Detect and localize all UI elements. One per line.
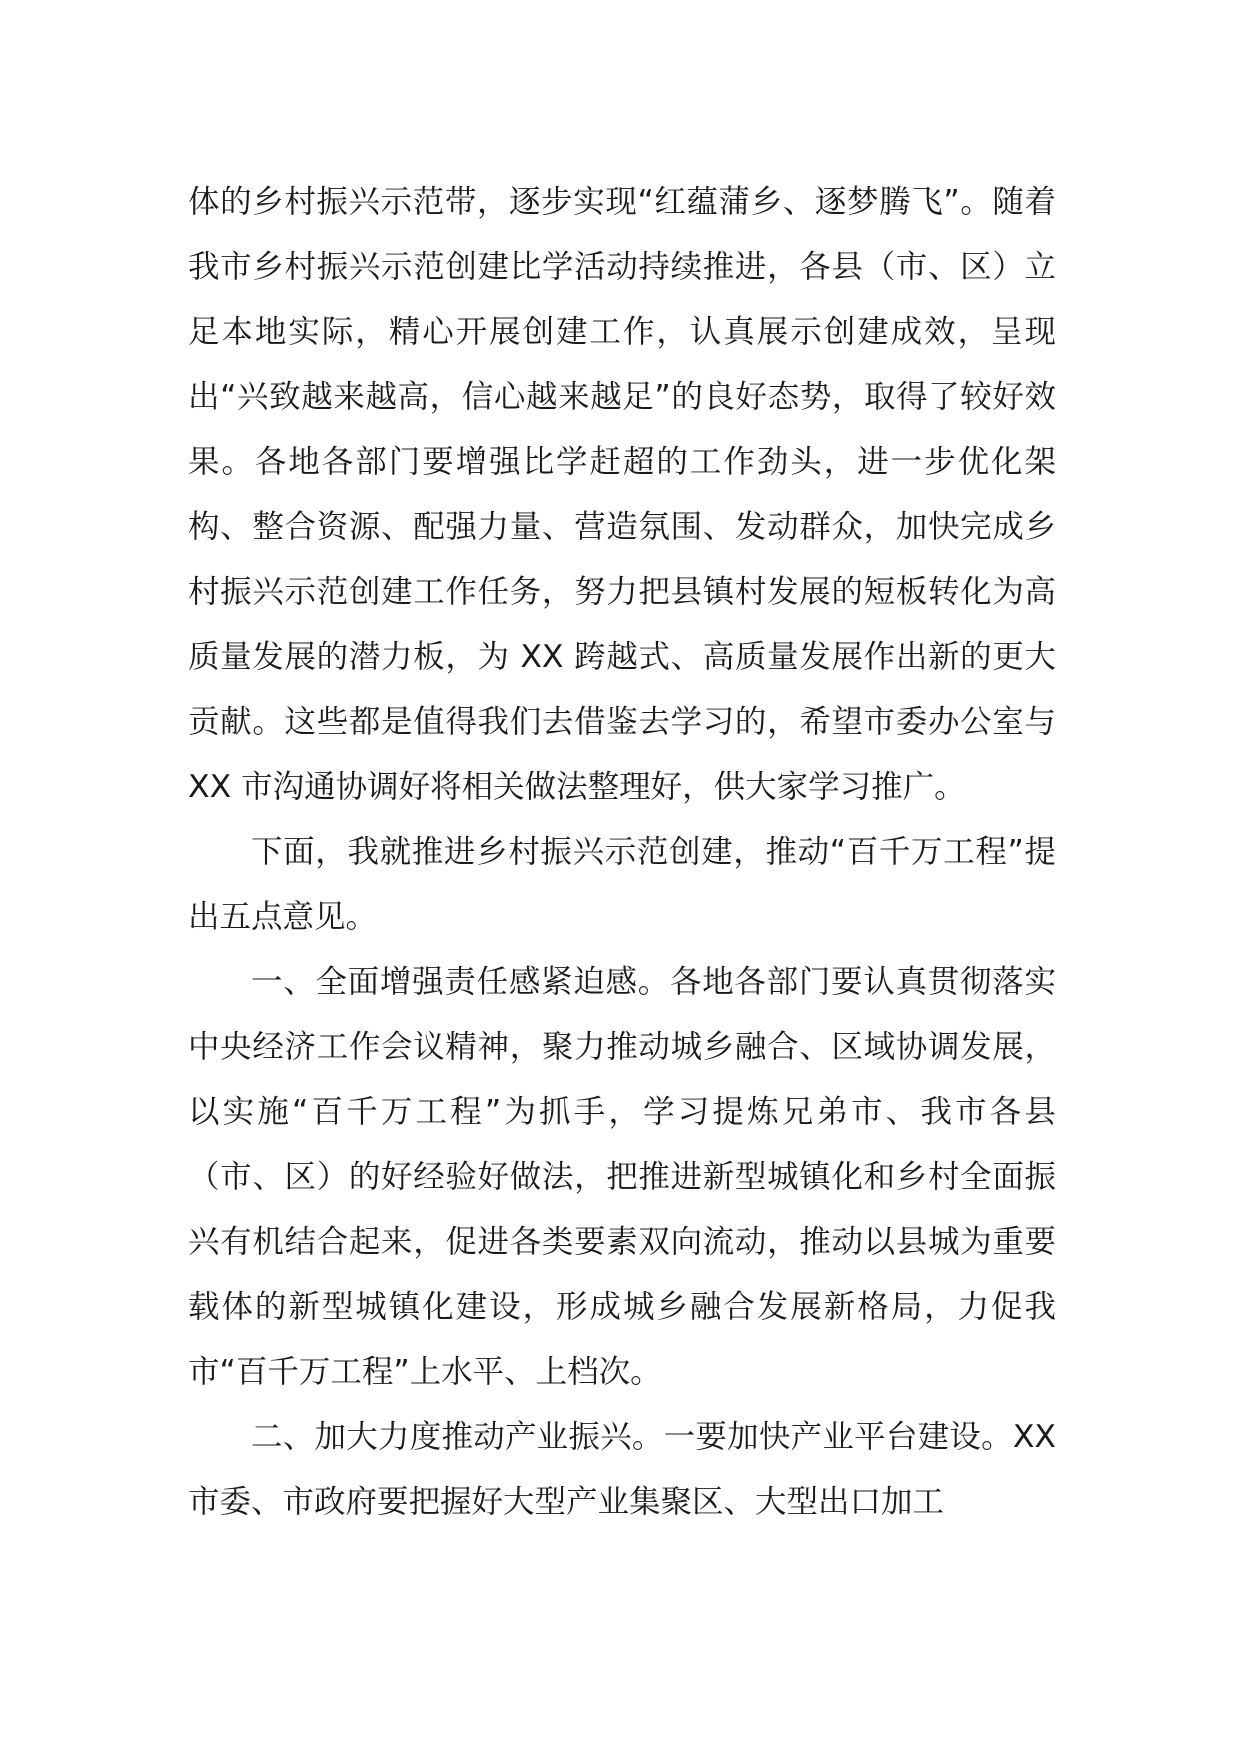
paragraph-intro-five-points: 下面，我就推进乡村振兴示范创建，推动“百千万工程”提出五点意见。 bbox=[188, 834, 1056, 935]
paragraph-point-two: 二、加大力度推动产业振兴。一要加快产业平台建设。XX 市委、市政府要把握好大型产业集聚区、大型出口加工 bbox=[188, 1419, 1056, 1520]
paragraph-point-one: 一、全面增强责任感紧迫感。各地各部门要认真贯彻落实中央经济工作会议精神，聚力推动城乡融合、区域协调发展，以实施“百千万工程”为抓手，学习提炼兄弟市、我市各县（市、区）的好经验好做法，把推进新型城镇化和乡村全面振兴有机结合起来，促进各类要素双向流动，推动以县城为重要载体的新型城镇化建设，形成城乡融合发展新格局，力促我市“百千万工程”上水平、上档次。 bbox=[188, 964, 1056, 1390]
paragraph-continuation: 体的乡村振兴示范带，逐步实现“红蕴蒲乡、逐梦腾飞”。随着我市乡村振兴示范创建比学活动持续推进，各县（市、区）立足本地实际，精心开展创建工作，认真展示创建成效，呈现出“兴致越来越高，信心越来越足”的良好态势，取得了较好效果。各地各部门要增强比学赶超的工作劲头，进一步优化架构、整合资源、配强力量、营造氛围、发动群众，加快完成乡村振兴示范创建工作任务，努力把县镇村发展的短板转化为高质量发展的潜力板，为 XX 跨越式、高质量发展作出新的更大贡献。这些都是值得我们去借鉴去学习的，希望市委办公室与 XX 市沟通协调好将相关做法整理好，供大家学习推广。 bbox=[188, 184, 1056, 805]
document-body bbox=[188, 170, 1056, 1535]
